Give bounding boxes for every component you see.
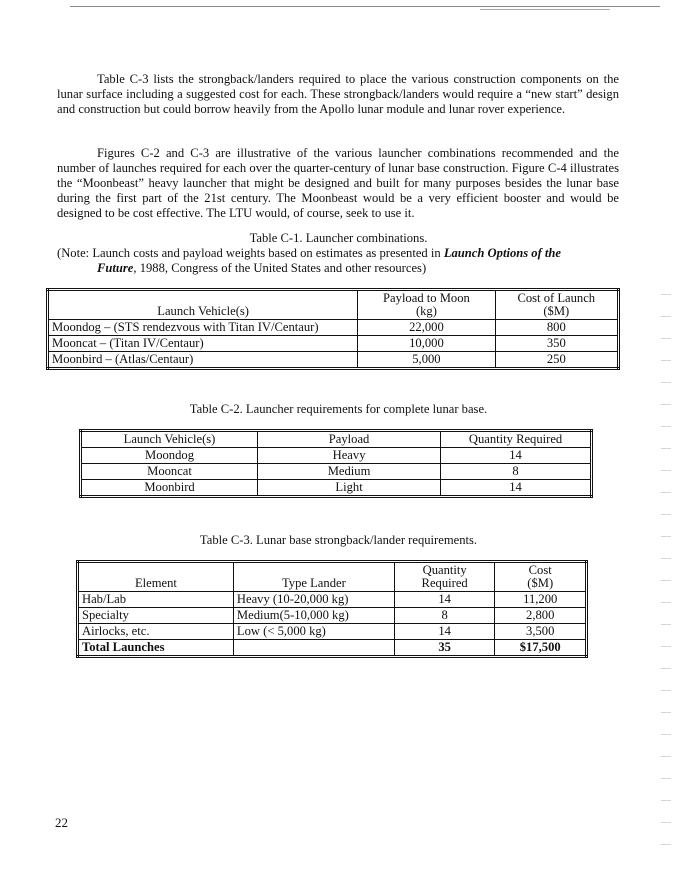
table-row (48, 352, 619, 369)
table-row (48, 320, 619, 336)
cell-payload: 22,000 (358, 320, 495, 336)
cell-quantity: 14 (394, 592, 495, 608)
cell-vehicle: Mooncat – (Titan IV/Centaur) (48, 336, 358, 352)
table-total-row (78, 640, 587, 657)
header-quantity: Quantity Required (441, 431, 592, 448)
table-row (81, 448, 592, 464)
cell-total-label: Total Launches (78, 640, 234, 657)
table-c2 (79, 429, 593, 498)
cell-quantity: 14 (441, 448, 592, 464)
cell-quantity: 14 (441, 480, 592, 497)
table-row (48, 336, 619, 352)
table-c3 (76, 560, 588, 658)
cell-type: Low (< 5,000 kg) (233, 624, 394, 640)
header-type-lander: Type Lander (233, 562, 394, 592)
header-rule-secondary (480, 9, 610, 10)
header-payload: Payload to Moon (kg) (358, 290, 495, 320)
header-cost: Cost of Launch ($M) (495, 290, 618, 320)
page-number: 22 (55, 815, 68, 830)
cell-vehicle: Moondog (81, 448, 258, 464)
cell-cost: 2,800 (495, 608, 587, 624)
table-row (81, 480, 592, 497)
paragraph-table-c3-intro: Table C-3 lists the strongback/landers required to place the various construction components on the lunar surface including a suggested cost for each. These strongback/landers would require a “new start” design and construction but could borrow heavily from the Apollo lunar module and lunar rover experience. (57, 72, 619, 116)
table-c1 (46, 288, 620, 370)
cell-payload: Light (258, 480, 441, 497)
paragraph-launcher-combinations: Figures C-2 and C-3 are illustrative of the various launcher combinations recommended and the number of launches required for each over the quarter-century of lunar base construction. Figure C-4 illustrates the “Moonbeast” heavy launcher that might be designed and built for many purposes besides the lunar base during the first part of the 21st century. The Moonbeast would be a very efficient booster and would be designed to be cost effective. The LTU would, of course, seek to use it. (57, 146, 619, 220)
cell-cost: 800 (495, 320, 618, 336)
header-rule (70, 6, 660, 7)
cell-payload: Heavy (258, 448, 441, 464)
cell-vehicle: Moondog – (STS rendezvous with Titan IV/Centaur) (48, 320, 358, 336)
table-row (78, 624, 587, 640)
cell-vehicle: Mooncat (81, 464, 258, 480)
note-text-b: , 1988, Congress of the United States and other resources) (133, 261, 427, 275)
table-c2-header-row (81, 431, 592, 448)
cell-total-cost: $17,500 (495, 640, 587, 657)
cell-payload: Medium (258, 464, 441, 480)
cell-type: Medium(5-10,000 kg) (233, 608, 394, 624)
cell-cost: 11,200 (495, 592, 587, 608)
cell-vehicle: Moonbird – (Atlas/Centaur) (48, 352, 358, 369)
header-payload: Payload (258, 431, 441, 448)
cell-payload: 5,000 (358, 352, 495, 369)
table-c3-caption: Table C-3. Lunar base strongback/lander requirements. (199, 533, 478, 547)
note-title-1: Launch Options of the (443, 246, 562, 260)
cell-cost: 250 (495, 352, 618, 369)
cell-payload: 10,000 (358, 336, 495, 352)
table-c1-header-row (48, 290, 619, 320)
scan-margin-marks (661, 285, 671, 865)
cell-quantity: 8 (441, 464, 592, 480)
header-launch-vehicle: Launch Vehicle(s) (48, 290, 358, 320)
cell-total-type (233, 640, 394, 657)
table-row (81, 464, 592, 480)
table-row (78, 608, 587, 624)
table-c3-header-row (78, 562, 587, 592)
cell-vehicle: Moonbird (81, 480, 258, 497)
header-cost: Cost ($M) (495, 562, 587, 592)
note-title-2: Future (97, 261, 134, 275)
note-text-a: (Note: Launch costs and payload weights based on estimates as presented in (57, 246, 444, 260)
cell-element: Airlocks, etc. (78, 624, 234, 640)
cell-element: Specialty (78, 608, 234, 624)
table-c1-caption: Table C-1. Launcher combinations. (249, 231, 428, 245)
cell-cost: 3,500 (495, 624, 587, 640)
table-row (78, 592, 587, 608)
cell-total-quantity: 35 (394, 640, 495, 657)
cell-quantity: 8 (394, 608, 495, 624)
cell-element: Hab/Lab (78, 592, 234, 608)
header-launch-vehicle: Launch Vehicle(s) (81, 431, 258, 448)
header-quantity: Quantity Required (394, 562, 495, 592)
cell-type: Heavy (10-20,000 kg) (233, 592, 394, 608)
cell-cost: 350 (495, 336, 618, 352)
table-c2-caption: Table C-2. Launcher requirements for complete lunar base. (189, 402, 488, 416)
cell-quantity: 14 (394, 624, 495, 640)
header-element: Element (78, 562, 234, 592)
table-c1-note (57, 246, 622, 276)
